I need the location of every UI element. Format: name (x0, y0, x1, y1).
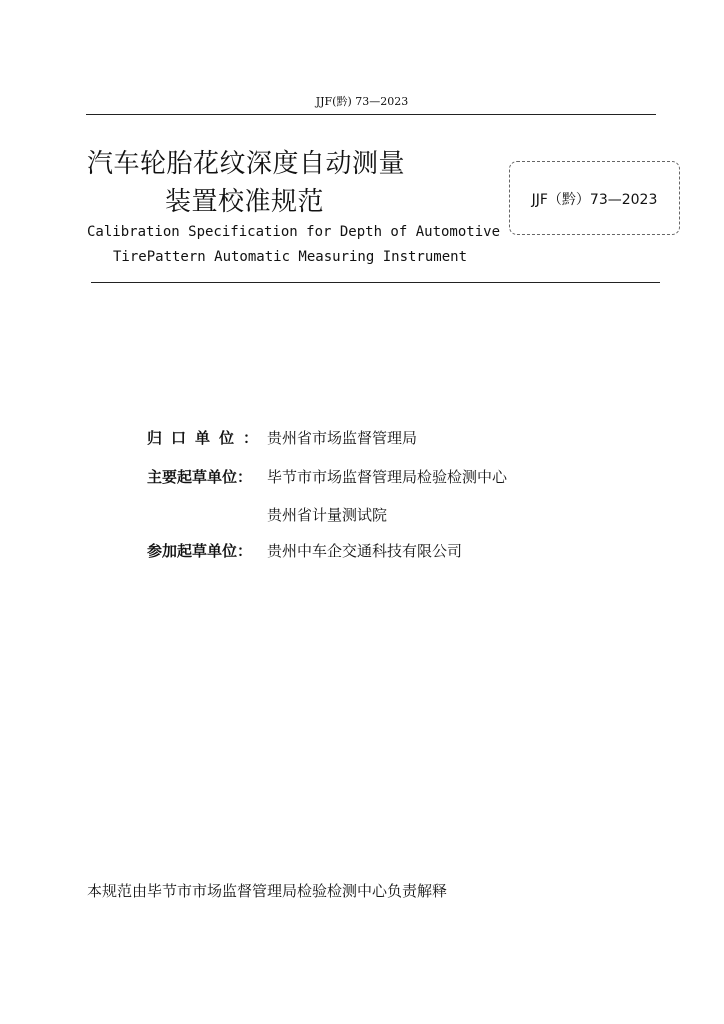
title-english-line-1: Calibration Specification for Depth of Automotive (87, 224, 501, 240)
participating-drafter-label: 参加起草单位： (147, 542, 253, 560)
title-chinese-line-1: 汽车轮胎花纹深度自动测量 (87, 149, 406, 179)
main-drafter-row-2 (147, 505, 387, 525)
running-header-code: JJF(黔) 73—2023 (315, 95, 409, 108)
standard-code: JJF（黔）73—2023 (531, 192, 658, 208)
responsible-unit-row (147, 428, 417, 448)
responsible-unit-label: 归口单位： (147, 429, 268, 447)
participating-drafter-value: 贵州中车企交通科技有限公司 (267, 542, 463, 560)
title-english-line-2: TirePattern Automatic Measuring Instrument (113, 249, 468, 265)
responsible-unit-value: 贵州省市场监督管理局 (267, 429, 418, 447)
main-drafter-value-1: 毕节市市场监督管理局检验检测中心 (267, 468, 508, 486)
participating-drafter-row (147, 541, 462, 561)
header-divider (86, 114, 656, 115)
title-chinese-line-2: 装置校准规范 (165, 187, 325, 217)
standard-code-box (509, 161, 680, 235)
main-drafter-label: 主要起草单位： (147, 468, 253, 486)
main-drafter-value-2: 贵州省计量测试院 (267, 506, 388, 524)
title-divider (91, 282, 660, 283)
main-drafter-row (147, 467, 507, 487)
interpretation-note: 本规范由毕节市市场监督管理局检验检测中心负责解释 (87, 882, 448, 900)
